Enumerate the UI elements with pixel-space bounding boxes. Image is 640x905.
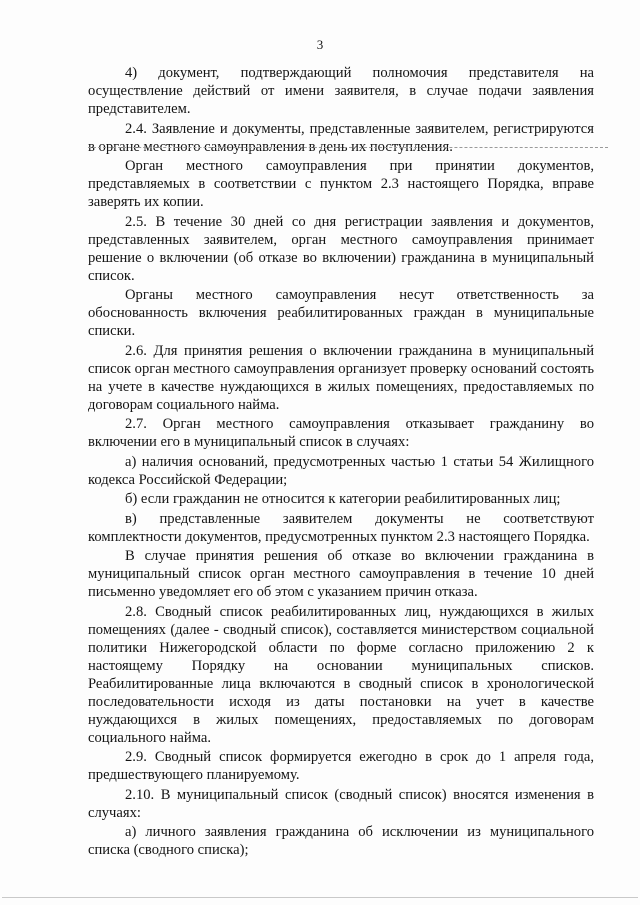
list-item-a: а) наличия оснований, предусмотренных частью 1 статьи 54 Жилищного кодекса Российской Федерации;: [88, 453, 594, 488]
paragraph-2-7: 2.7. Орган местного самоуправления отказывает гражданину во включении его в муниципальный список в случаях:: [88, 416, 594, 450]
paragraph-2-10: 2.10. В муниципальный список (сводный список) вносятся изменения в случаях:: [88, 786, 594, 821]
paragraph-responsibility: Органы местного самоуправления несут ответственность за обоснованность включения реабилитированных граждан в муниципальные списки.: [88, 287, 594, 339]
paragraph-refusal-notice: В случае принятия решения об отказе во включении гражданина в муниципальный список орган местного самоуправления в течение 10 дней письменно уведомляет его об этом с указанием причин отказа.: [88, 548, 594, 600]
scan-underline-rule: [88, 147, 608, 148]
document-body: [88, 64, 594, 861]
list-item-a-2-10: а) личного заявления гражданина об исключении из муниципального списка (сводного списка);: [88, 824, 594, 858]
list-item-b: б) если гражданин не относится к категории реабилитированных лиц;: [125, 491, 561, 507]
paragraph-2-9: 2.9. Сводный список формируется ежегодно в срок до 1 апреля года, предшествующего планируемому.: [88, 749, 594, 783]
page-number: 3: [316, 37, 324, 52]
paragraph-copies: Орган местного самоуправления при принятии документов, представляемых в соответствии с пунктом 2.3 настоящего Порядка, вправе заверять их копии.: [88, 158, 594, 210]
paragraph-item-4-document: 4) документ, подтверждающий полномочия представителя на осуществление действий от имени заявителя, в случае подачи заявления представителем.: [88, 65, 594, 117]
paragraph-2-4: 2.4. Заявление и документы, представленные заявителем, регистрируются в органе местного самоуправления в день их поступления.: [88, 120, 594, 155]
paragraph-2-5: 2.5. В течение 30 дней со дня регистрации заявления и документов, представленных заявителем, орган местного самоуправления принимает решение о включении (об отказе во включении) гражданина в муниципальный список.: [88, 213, 594, 284]
scan-bottom-edge: [2, 897, 638, 898]
paragraph-2-6: 2.6. Для принятия решения о включении гражданина в муниципальный список орган местного самоуправления организует проверку оснований состоять на учете в качестве нуждающихся в жилых помещениях, предоставляемых по договорам социального найма.: [88, 342, 594, 413]
paragraph-2-8: 2.8. Сводный список реабилитированных лиц, нуждающихся в жилых помещениях (далее - сводный список), составляется министерством социальной политики Нижегородской области по форме согласно приложению 2 к настоящему Порядку на основании муниципальных списков. Реабилитированные лица включаются в сводный список в хронологической последовательности исходя из даты постановки на учет в качестве нуждающихся в жилых помещениях, предоставляемых по договорам социального найма.: [88, 603, 594, 746]
list-item-v: в) представленные заявителем документы не соответствуют комплектности документов, предусмотренных пунктом 2.3 настоящего Порядка.: [88, 510, 594, 545]
